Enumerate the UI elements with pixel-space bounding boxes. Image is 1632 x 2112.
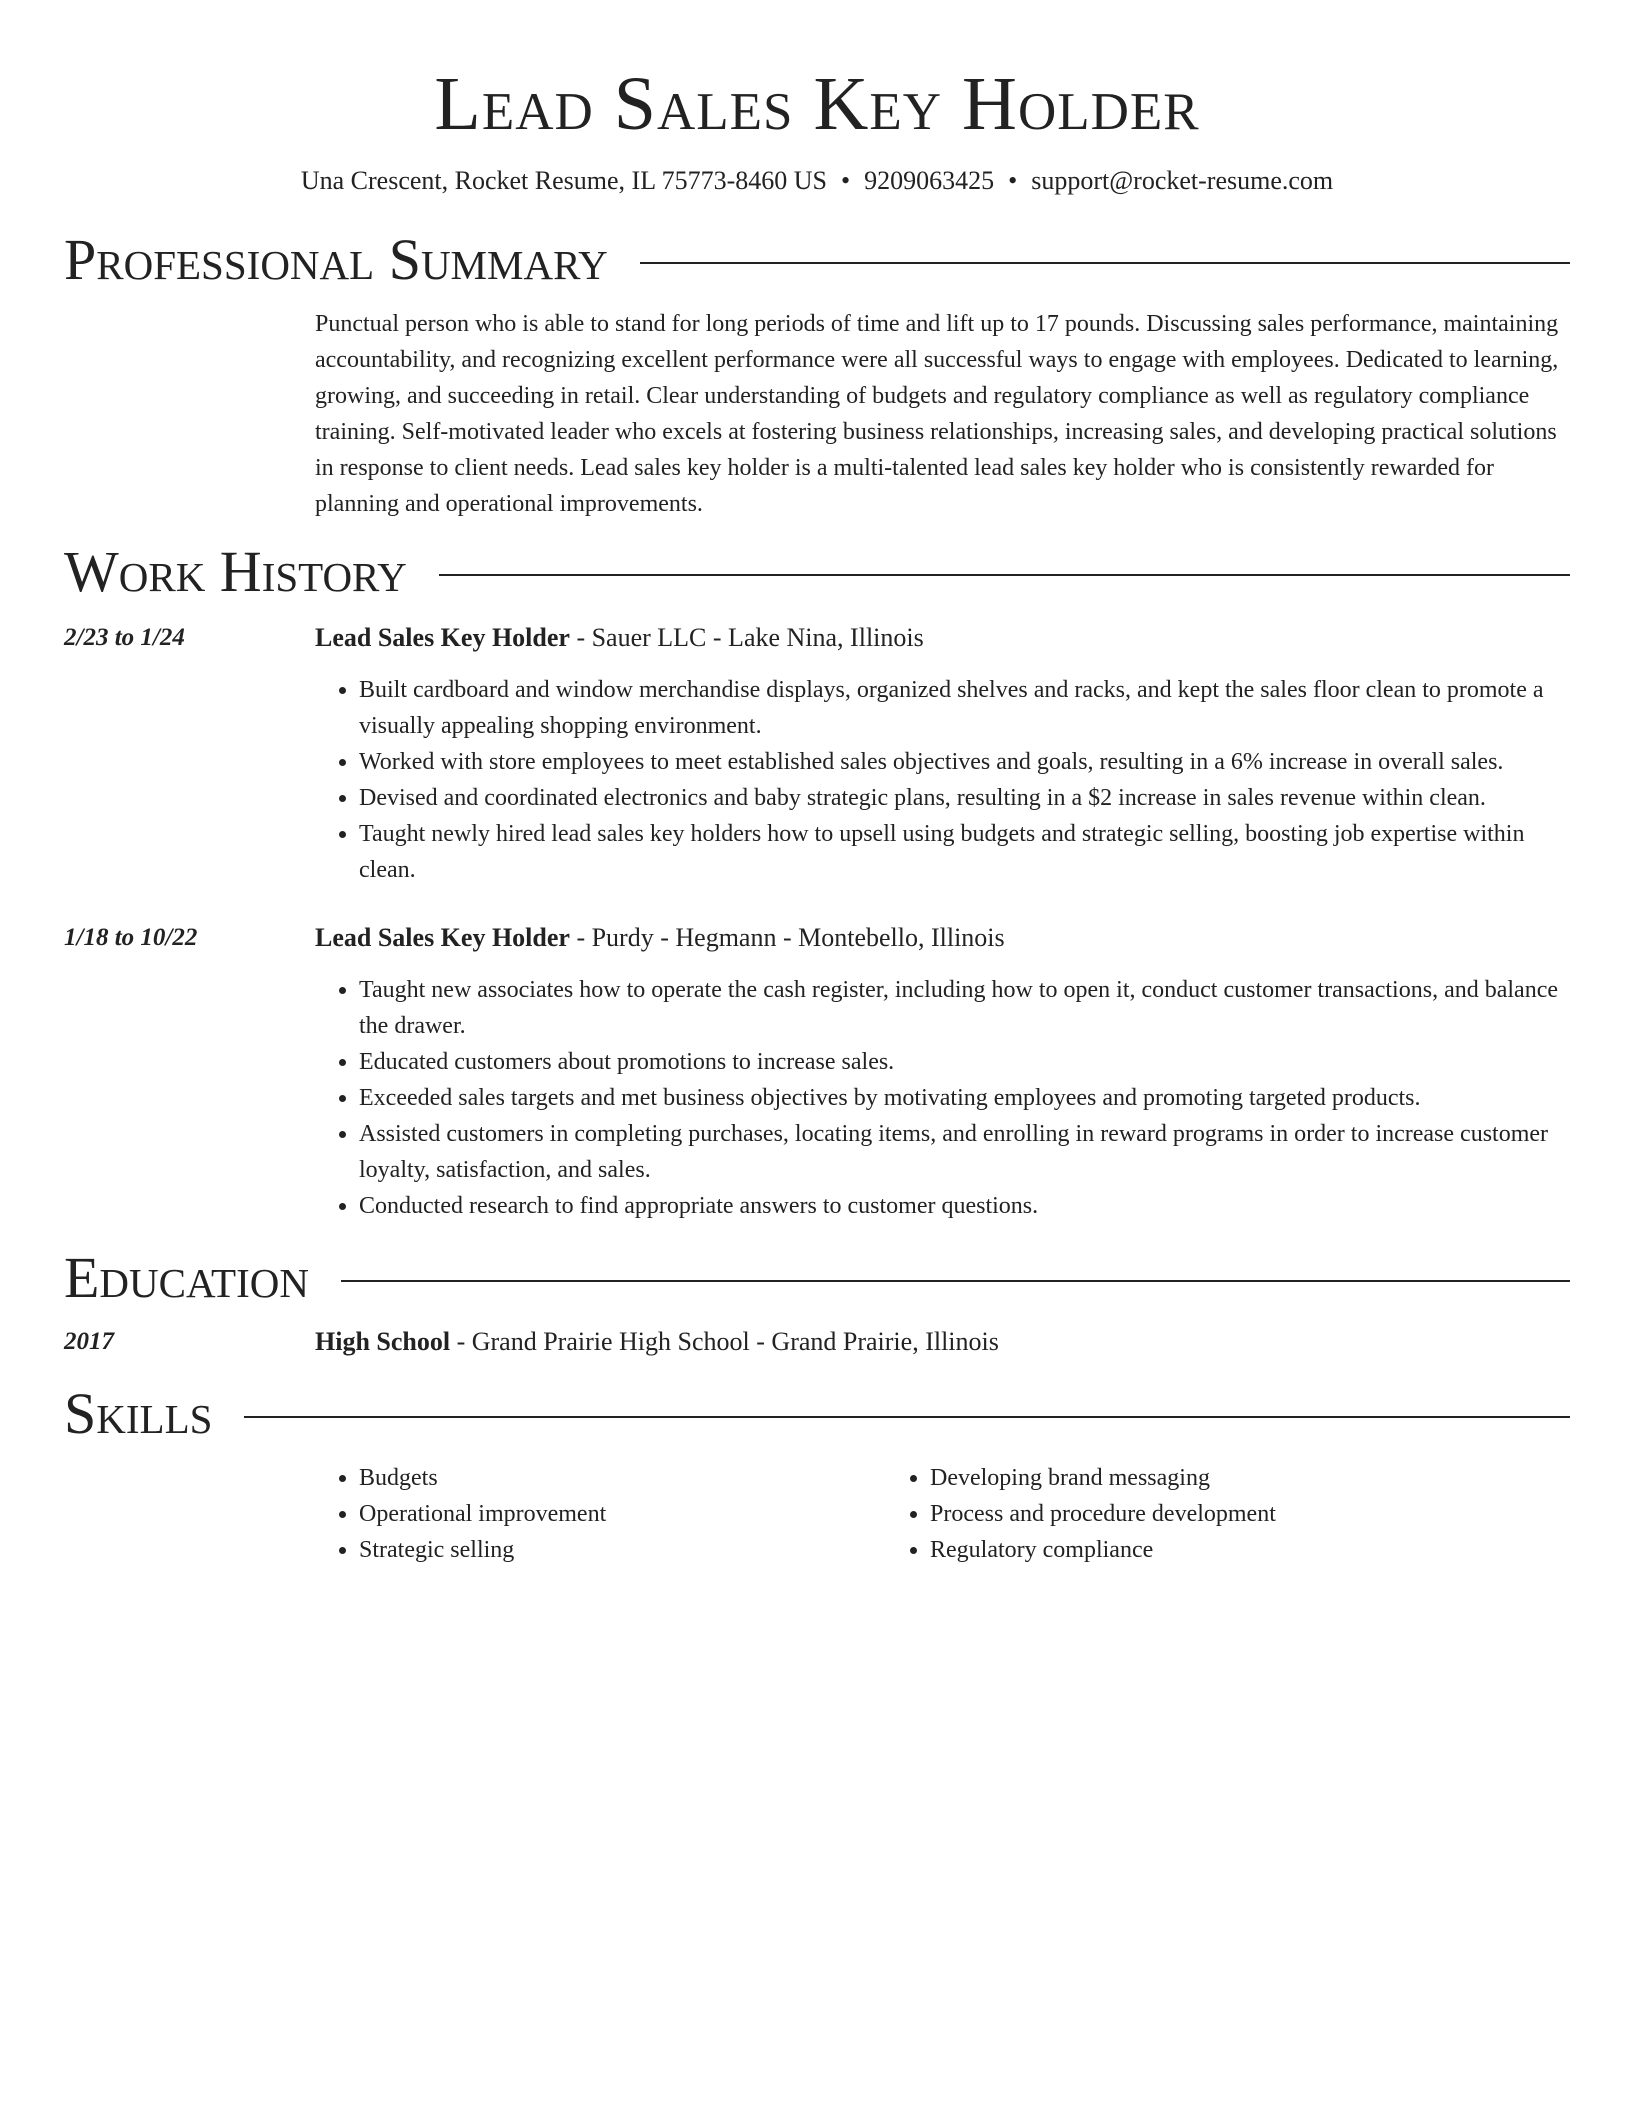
job-employer-location: - Sauer LLC - Lake Nina, Illinois — [569, 623, 924, 652]
job-dates: 2/23 to 1/24 — [64, 624, 185, 651]
job-employer-location: - Purdy - Hegmann - Montebello, Illinois — [569, 923, 1005, 952]
resume-name: Lead Sales Key Holder — [434, 62, 1200, 146]
section-summary-header — [64, 228, 1570, 292]
section-divider — [439, 574, 1570, 576]
skill-item: • Regulatory compliance — [930, 1532, 1457, 1568]
list-item: • Conducted research to find appropriate answers to customer questions. — [359, 1188, 1570, 1224]
skill-item: • Developing brand messaging — [930, 1460, 1457, 1496]
section-title-summary: Professional Summary — [64, 227, 608, 292]
section-title-skills: Skills — [64, 1381, 213, 1446]
section-education-header — [64, 1246, 1570, 1310]
list-item: • Devised and coordinated electronics and baby strategic plans, resulting in a $2 increase in sales revenue within clean. — [359, 780, 1570, 816]
skills-list — [315, 1460, 1570, 1568]
section-divider — [640, 262, 1570, 264]
list-item: • Taught new associates how to operate the cash register, including how to open it, conduct customer transactions, and balance the drawer. — [359, 972, 1570, 1044]
skills-column-right — [886, 1460, 1457, 1568]
job-title-line — [315, 920, 1570, 956]
job-entry — [64, 920, 1570, 1224]
job-role: Lead Sales Key Holder — [315, 923, 570, 952]
list-item: • Taught newly hired lead sales key holders how to upsell using budgets and strategic selling, boosting job expertise within clean. — [359, 816, 1570, 888]
education-degree: High School — [315, 1327, 451, 1356]
education-title-line — [315, 1324, 1570, 1360]
summary-text: Punctual person who is able to stand for long periods of time and lift up to 17 pounds. Discussing sales performance, maintaining accountability, and recognizing excellent performance were all successful ways to engage with employees. Dedicated to learning, growing, and succeeding in retail. Clear understanding of budgets and regulatory compliance as well as regulatory compliance training. Self-motivated leader who excels at fostering business relationships, increasing sales, and developing practical solutions in response to client needs. Lead sales key holder is a multi-talented lead sales key holder who is consistently rewarded for planning and operational improvements. — [315, 311, 1559, 517]
education-year: 2017 — [64, 1328, 114, 1355]
list-item: • Exceeded sales targets and met business objectives by motivating employees and promoting targeted products. — [359, 1080, 1570, 1116]
section-title-work: Work History — [64, 539, 407, 604]
contact-address: Una Crescent, Rocket Resume, IL 75773-8460 US — [300, 166, 828, 195]
section-work-header — [64, 540, 1570, 604]
skill-item: • Budgets — [359, 1460, 886, 1496]
list-item: • Assisted customers in completing purchases, locating items, and enrolling in reward programs in order to increase customer loyalty, satisfaction, and sales. — [359, 1116, 1570, 1188]
section-divider — [244, 1416, 1570, 1418]
education-entry — [64, 1324, 1570, 1360]
skill-item: • Operational improvement — [359, 1496, 886, 1532]
education-body — [315, 1324, 1570, 1360]
job-body — [315, 620, 1570, 888]
education-school-location: - Grand Prairie High School - Grand Prairie, Illinois — [450, 1327, 999, 1356]
list-item: • Built cardboard and window merchandise displays, organized shelves and racks, and kept the sales floor clean to promote a visually appealing shopping environment. — [359, 672, 1570, 744]
skills-column-left — [315, 1460, 886, 1568]
section-divider — [341, 1280, 1570, 1282]
job-bullets — [315, 672, 1570, 888]
job-title-line — [315, 620, 1570, 656]
job-body — [315, 920, 1570, 1224]
job-dates: 1/18 to 10/22 — [64, 924, 198, 951]
job-role: Lead Sales Key Holder — [315, 623, 570, 652]
section-skills-header — [64, 1382, 1570, 1446]
section-title-education: Education — [64, 1245, 309, 1310]
job-bullets — [315, 972, 1570, 1224]
list-item: • Worked with store employees to meet established sales objectives and goals, resulting in a 6% increase in overall sales. — [359, 744, 1570, 780]
contact-line — [64, 164, 1570, 198]
job-entry — [64, 620, 1570, 888]
contact-separator: • — [841, 166, 851, 195]
skill-item: • Strategic selling — [359, 1532, 886, 1568]
contact-phone: 9209063425 — [864, 166, 995, 195]
list-item: • Educated customers about promotions to increase sales. — [359, 1044, 1570, 1080]
contact-separator: • — [1008, 166, 1018, 195]
skill-item: • Process and procedure development — [930, 1496, 1457, 1532]
contact-email: support@rocket-resume.com — [1031, 166, 1334, 195]
resume-page — [64, 0, 1570, 1568]
